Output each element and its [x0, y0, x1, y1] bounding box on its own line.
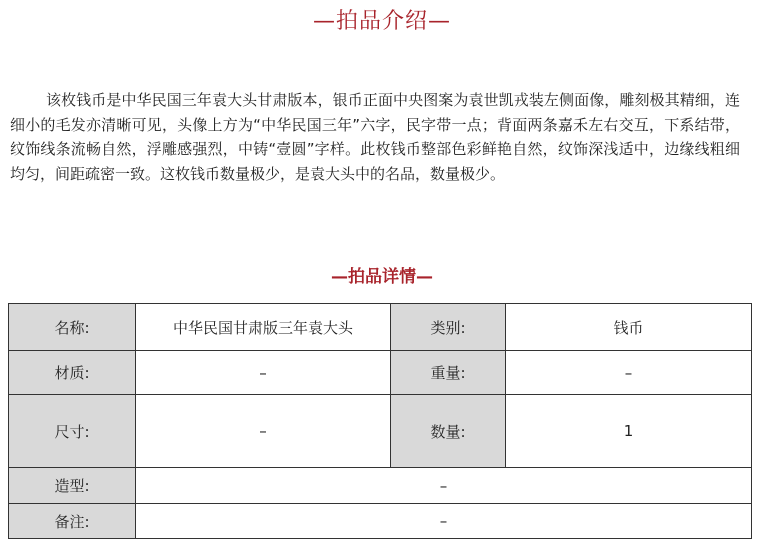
- note-value: –: [136, 504, 752, 539]
- weight-label: 重量:: [391, 351, 506, 395]
- note-label: 备注:: [9, 504, 136, 539]
- quantity-value: 1: [506, 395, 752, 468]
- name-label: 名称:: [9, 304, 136, 351]
- shape-label: 造型:: [9, 468, 136, 504]
- size-value: –: [136, 395, 391, 468]
- table-row: [9, 468, 752, 504]
- material-value: –: [136, 351, 391, 395]
- shape-value: –: [136, 468, 752, 504]
- detail-table: [8, 303, 752, 539]
- table-row: [9, 351, 752, 395]
- table-row: [9, 504, 752, 539]
- table-row: [9, 395, 752, 468]
- category-value: 钱币: [506, 304, 752, 351]
- quantity-label: 数量:: [391, 395, 506, 468]
- category-label: 类别:: [391, 304, 506, 351]
- intro-paragraph: 该枚钱币是中华民国三年袁大头甘肃版本，银币正面中央图案为袁世凯戎装左侧面像，雕刻极其精细，连细小的毛发亦清晰可见，头像上方为“中华民国三年”六字，民字带一点；背面两条嘉禾左右交互，下系结带，纹饰线条流畅自然，浮雕感强烈，中铸“壹圆”字样。此枚钱币整部色彩鲜艳自然，纹饰深浅适中，边缘线粗细均匀，间距疏密一致。这枚钱币数量极少，是袁大头中的名品，数量极少。: [10, 91, 740, 183]
- size-label: 尺寸:: [9, 395, 136, 468]
- material-label: 材质:: [9, 351, 136, 395]
- intro-section-title: —拍品介绍—: [312, 9, 451, 34]
- detail-section-title: —拍品详情—: [331, 267, 433, 287]
- weight-value: –: [506, 351, 752, 395]
- name-value: 中华民国甘肃版三年袁大头: [136, 304, 391, 351]
- table-row: [9, 304, 752, 351]
